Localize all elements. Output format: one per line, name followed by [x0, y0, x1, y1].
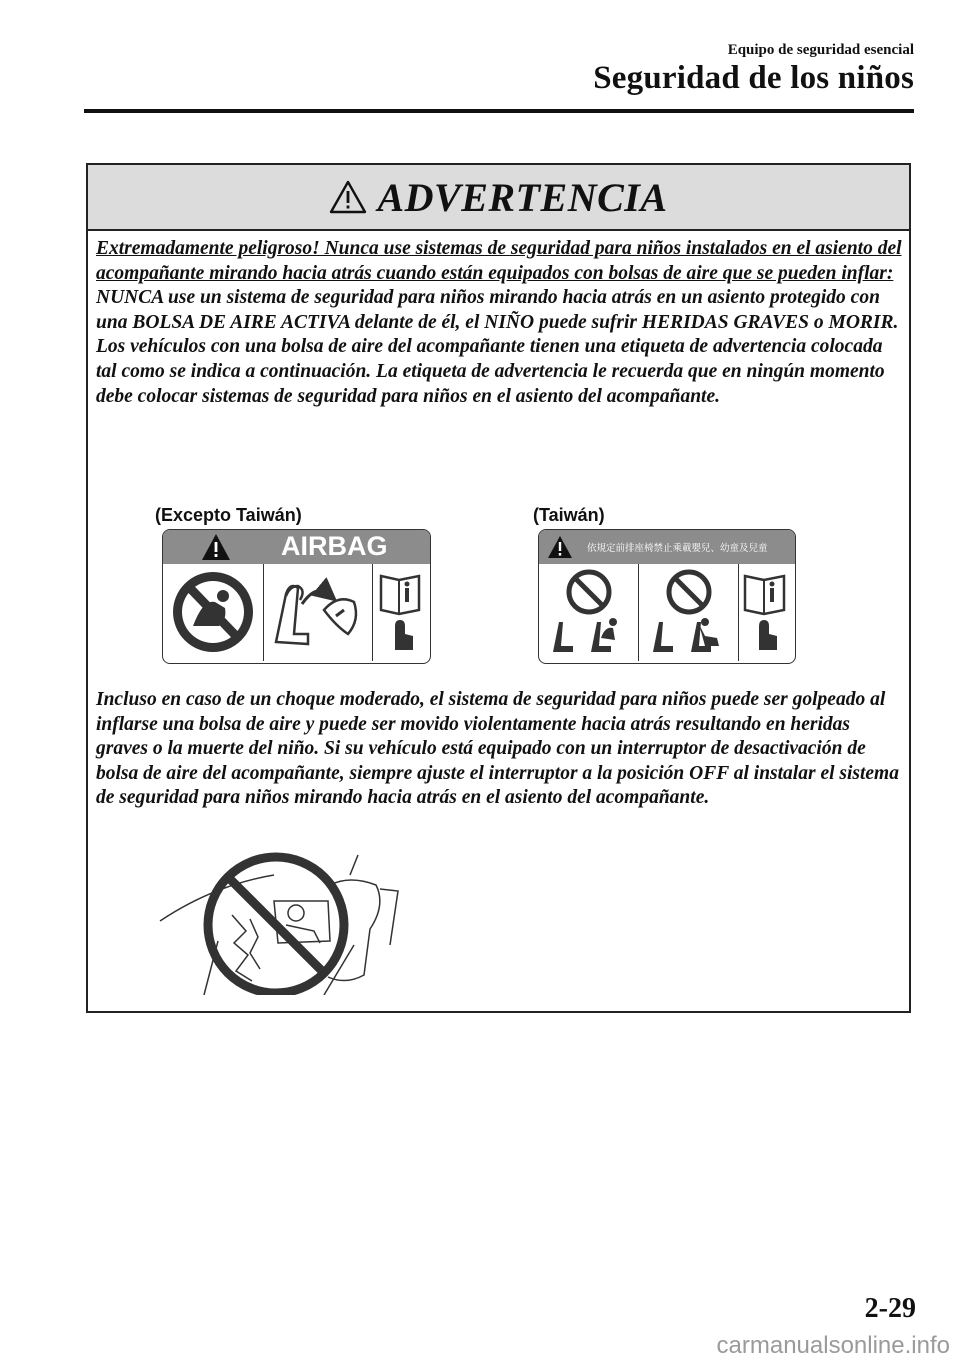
warning-triangle-icon	[547, 535, 573, 559]
page-number: 2-29	[864, 1293, 916, 1324]
child-seat-icon	[639, 564, 738, 660]
label-taiwan: (Taiwán)	[533, 505, 605, 525]
label-except-taiwan: (Excepto Taiwán)	[155, 505, 302, 525]
airbag-deploy-panel	[264, 564, 373, 661]
manual-panel	[373, 564, 428, 661]
header-rule	[84, 109, 914, 113]
prohibited-icon	[163, 564, 263, 660]
warning-triangle-icon	[329, 180, 367, 214]
warning-text-top	[96, 237, 904, 409]
taiwan-panel-1	[539, 564, 639, 661]
warning-para-3: Incluso en caso de un choque moderado, el sistema de seguridad para niños puede ser golpeado al inflarse una bolsa de aire y puede ser movido violentamente hacia atrás resultando en heridas graves o la muerte del niño. Si su vehículo está equipado con un interruptor de desactivación de bolsa de aire del acompañante, siempre ajuste el interruptor a la posición OFF al instalar el sistema de seguridad para niños mirando hacia atrás en el asiento del acompañante.	[96, 689, 899, 809]
warning-text-bottom	[96, 688, 904, 811]
taiwan-warning-label	[538, 529, 796, 664]
prohibited-icon	[539, 564, 638, 660]
warning-para-1: NUNCA use un sistema de seguridad para niños mirando hacia atrás en un asiento protegido con una BOLSA DE AIRE ACTIVA delante de él, el NIÑO puede sufrir HERIDAS GRAVES o MORIR.	[96, 287, 899, 333]
warning-triangle-icon	[201, 533, 231, 561]
airbag-label-text: AIRBAG	[281, 531, 388, 561]
prohibited-panel	[163, 564, 264, 661]
prohibited-child-seat-illustration	[154, 845, 414, 995]
airbag-deploy-icon	[264, 564, 372, 660]
airbag-label-band	[163, 530, 430, 564]
warning-para-2: Los vehículos con una bolsa de aire del acompañante tienen una etiqueta de advertencia colocada tal como se indica a continuación. La etiqueta de advertencia le recuerda que en ningún momento debe colocar sistemas de seguridad para niños en el asiento del acompañante.	[96, 336, 885, 407]
section-subtitle: Equipo de seguridad esencial	[727, 42, 914, 58]
taiwan-panel-2	[639, 564, 739, 661]
watermark: carmanualsonline.info	[716, 1332, 950, 1359]
airbag-label-panels	[163, 564, 430, 661]
warning-underlined: Extremadamente peligroso! Nunca use sistemas de seguridad para niños instalados en el asiento del acompañante mirando hacia atrás cuando están equipados con bolsas de aire que se pueden inflar:	[96, 238, 902, 284]
taiwan-manual-panel	[739, 564, 794, 661]
airbag-warning-label	[162, 529, 431, 664]
read-manual-icon	[739, 564, 793, 660]
page-title: Seguridad de los niños	[593, 60, 914, 96]
taiwan-label-band	[539, 530, 795, 564]
warning-title: ADVERTENCIA	[377, 174, 668, 220]
warning-header	[88, 165, 909, 231]
taiwan-label-text: 依規定前排座椅禁止乘載嬰兒、幼童及兒童	[587, 543, 768, 554]
warning-box	[86, 163, 911, 1013]
read-manual-icon	[373, 564, 427, 660]
taiwan-label-panels	[539, 564, 795, 661]
